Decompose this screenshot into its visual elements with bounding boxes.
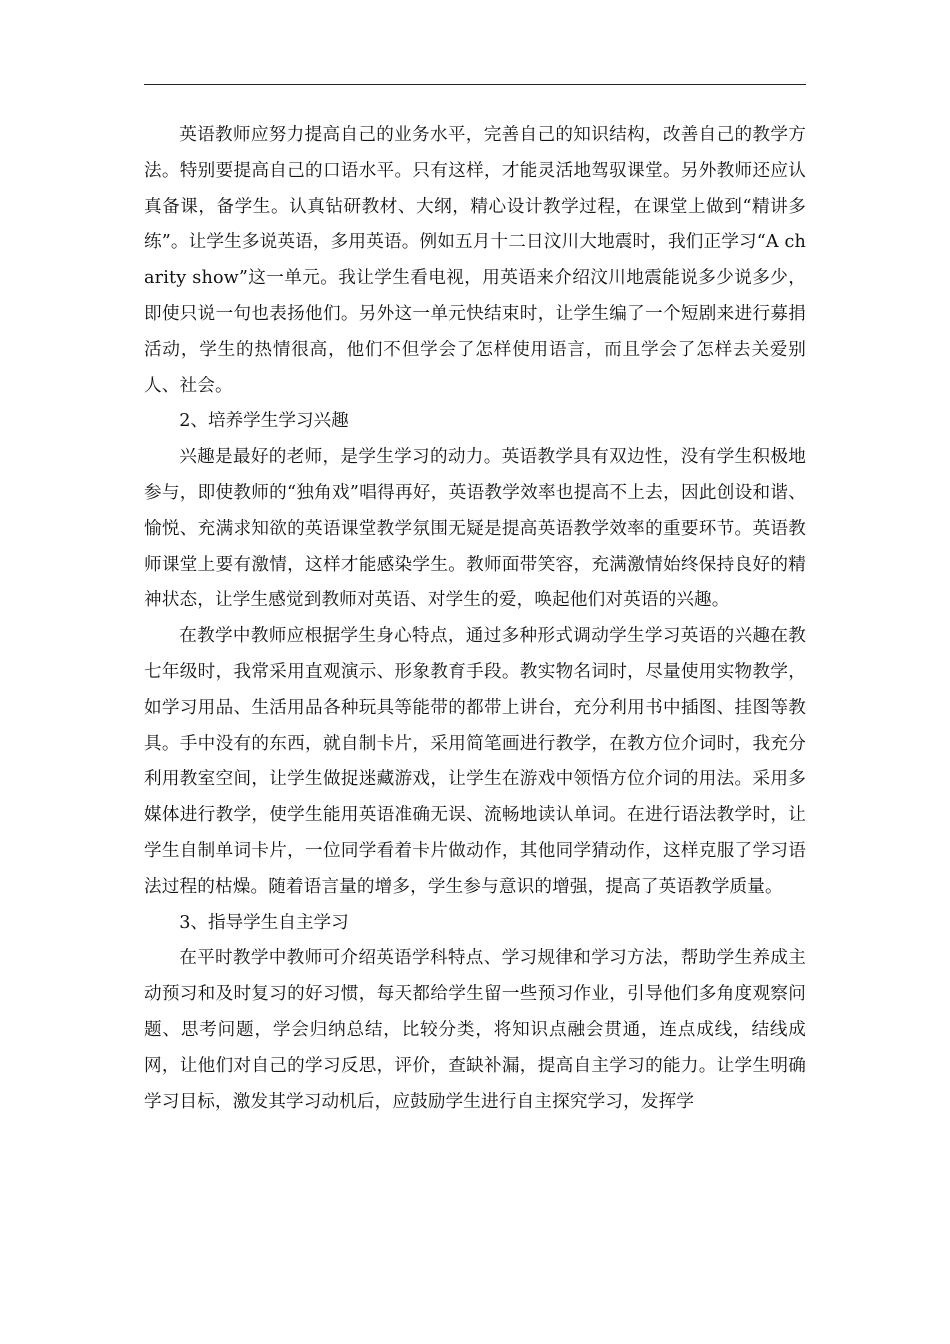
section-heading-self-study: 3、指导学生自主学习 <box>179 912 349 933</box>
header-rule <box>144 84 806 85</box>
paragraph-teacher-quality: 英语教师应努力提高自己的业务水平，完善自己的知识结构，改善自己的教学方法。特别要提高自己的口语水平。只有这样，才能灵活地驾驭课堂。另外教师还应认真备课，备学生。认真钻研教材、大纲，精心设计教学过程，在课堂上做到“精讲多练”。让学生多说英语，多用英语。例如五月十二日汶川大地震时，我们正学习“A charity show”这一单元。我让学生看电视，用英语来介绍汶川地震能说多少说多少，即使只说一句也表扬他们。另外这一单元快结束时，让学生编了一个短剧来进行募捐活动，学生的热情很高，他们不但学会了怎样使用语言，而且学会了怎样去关爱别人、社会。 <box>144 125 806 396</box>
section-heading-interest: 2、培养学生学习兴趣 <box>179 411 349 432</box>
page-body <box>144 118 806 1120</box>
paragraph-interest-methods: 在教学中教师应根据学生身心特点，通过多种形式调动学生学习英语的兴趣在教七年级时，我常采用直观演示、形象教育手段。教实物名词时，尽量使用实物教学，如学习用品、生活用品各种玩具等能带的都带上讲台，充分利用书中插图、挂图等教具。手中没有的东西，就自制卡片，采用简笔画进行教学，在教方位介词时，我充分利用教室空间，让学生做捉迷藏游戏，让学生在游戏中领悟方位介词的用法。采用多媒体进行教学，使学生能用英语准确无误、流畅地读认单词。在进行语法教学时，让学生自制单词卡片，一位同学看着卡片做动作，其他同学猜动作，这样克服了学习语法过程的枯燥。随着语言量的增多，学生参与意识的增强，提高了英语教学质量。 <box>144 626 806 897</box>
paragraph-self-study: 在平时教学中教师可介绍英语学科特点、学习规律和学习方法，帮助学生养成主动预习和及时复习的好习惯，每天都给学生留一些预习作业，引导他们多角度观察问题、思考问题，学会归纳总结，比较分类，将知识点融会贯通，连点成线，结线成网，让他们对自己的学习反思，评价，查缺补漏，提高自主学习的能力。让学生明确学习目标，激发其学习动机后，应鼓励学生进行自主探究学习，发挥学 <box>144 948 806 1112</box>
paragraph-interest-intro: 兴趣是最好的老师，是学生学习的动力。英语教学具有双边性，没有学生积极地参与，即使教师的“独角戏”唱得再好，英语教学效率也提高不上去，因此创设和谐、愉悦、充满求知欲的英语课堂教学氛围无疑是提高英语教学效率的重要环节。英语教师课堂上要有激情，这样才能感染学生。教师面带笑容，充满激情始终保持良好的精神状态，让学生感觉到教师对英语、对学生的爱，唤起他们对英语的兴趣。 <box>144 447 806 611</box>
